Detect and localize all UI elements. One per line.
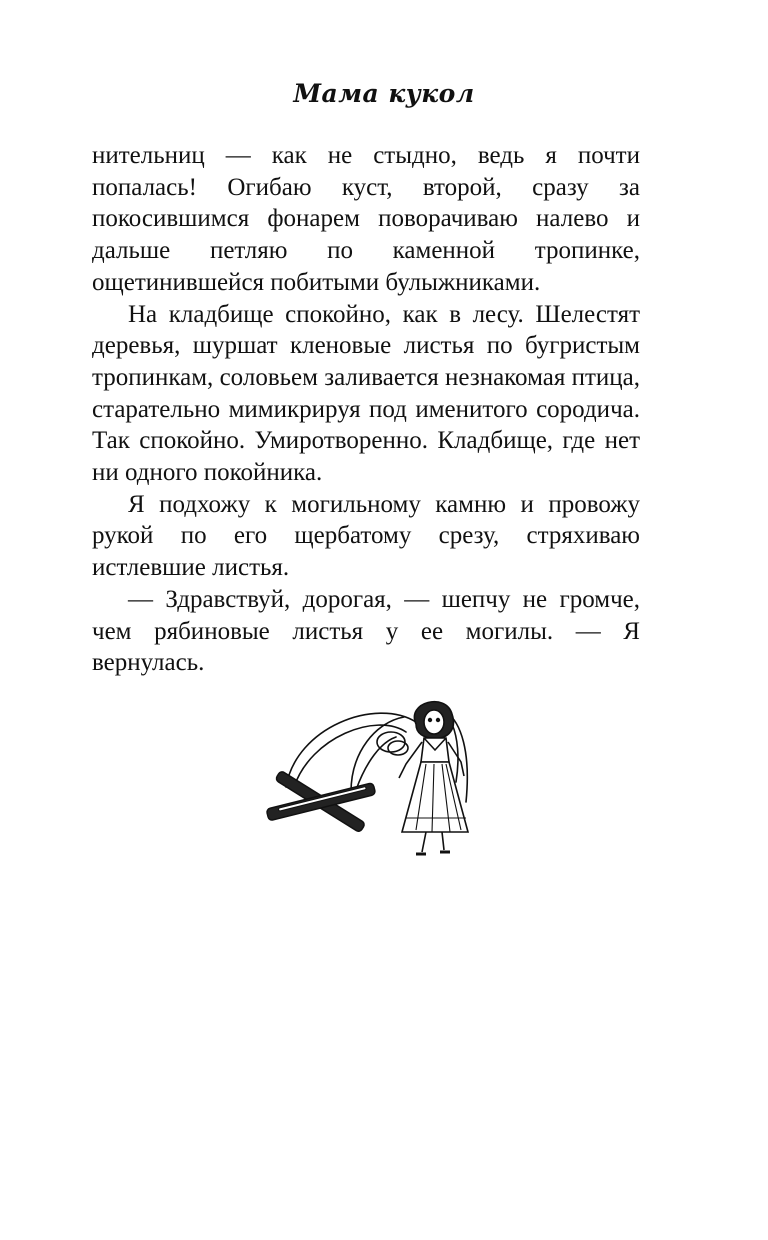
- paragraph-gravestone: Я подхожу к могильному камню и провожу рукой по его щербатому срезу, стряхиваю истлевшие листья.: [92, 490, 640, 582]
- body-text: [92, 140, 640, 679]
- marionette-doll-icon: [256, 692, 496, 872]
- paragraph-continued: нительниц — как не стыдно, ведь я почти попалась! Огибаю куст, второй, сразу за покосившимся фонарем поворачиваю налево и дальше петляю по каменной тропинке, ощетинившейся побитыми булыжниками.: [92, 142, 640, 296]
- running-title: Мама кукол: [293, 79, 475, 108]
- paragraph-cemetery: На кладбище спокойно, как в лесу. Шелестят деревья, шуршат кленовые листья по бугристым тропинкам, соловьем заливается незнакомая птица, старательно мимикрируя под именитого сородича. Так спокойно. Умиротворенно. Кладбище, где нет ни одного покойника.: [92, 300, 640, 487]
- paragraph-greeting: — Здравствуй, дорогая, — шепчу не громче, чем рябиновые листья у ее могилы. — Я вернулась.: [92, 585, 640, 677]
